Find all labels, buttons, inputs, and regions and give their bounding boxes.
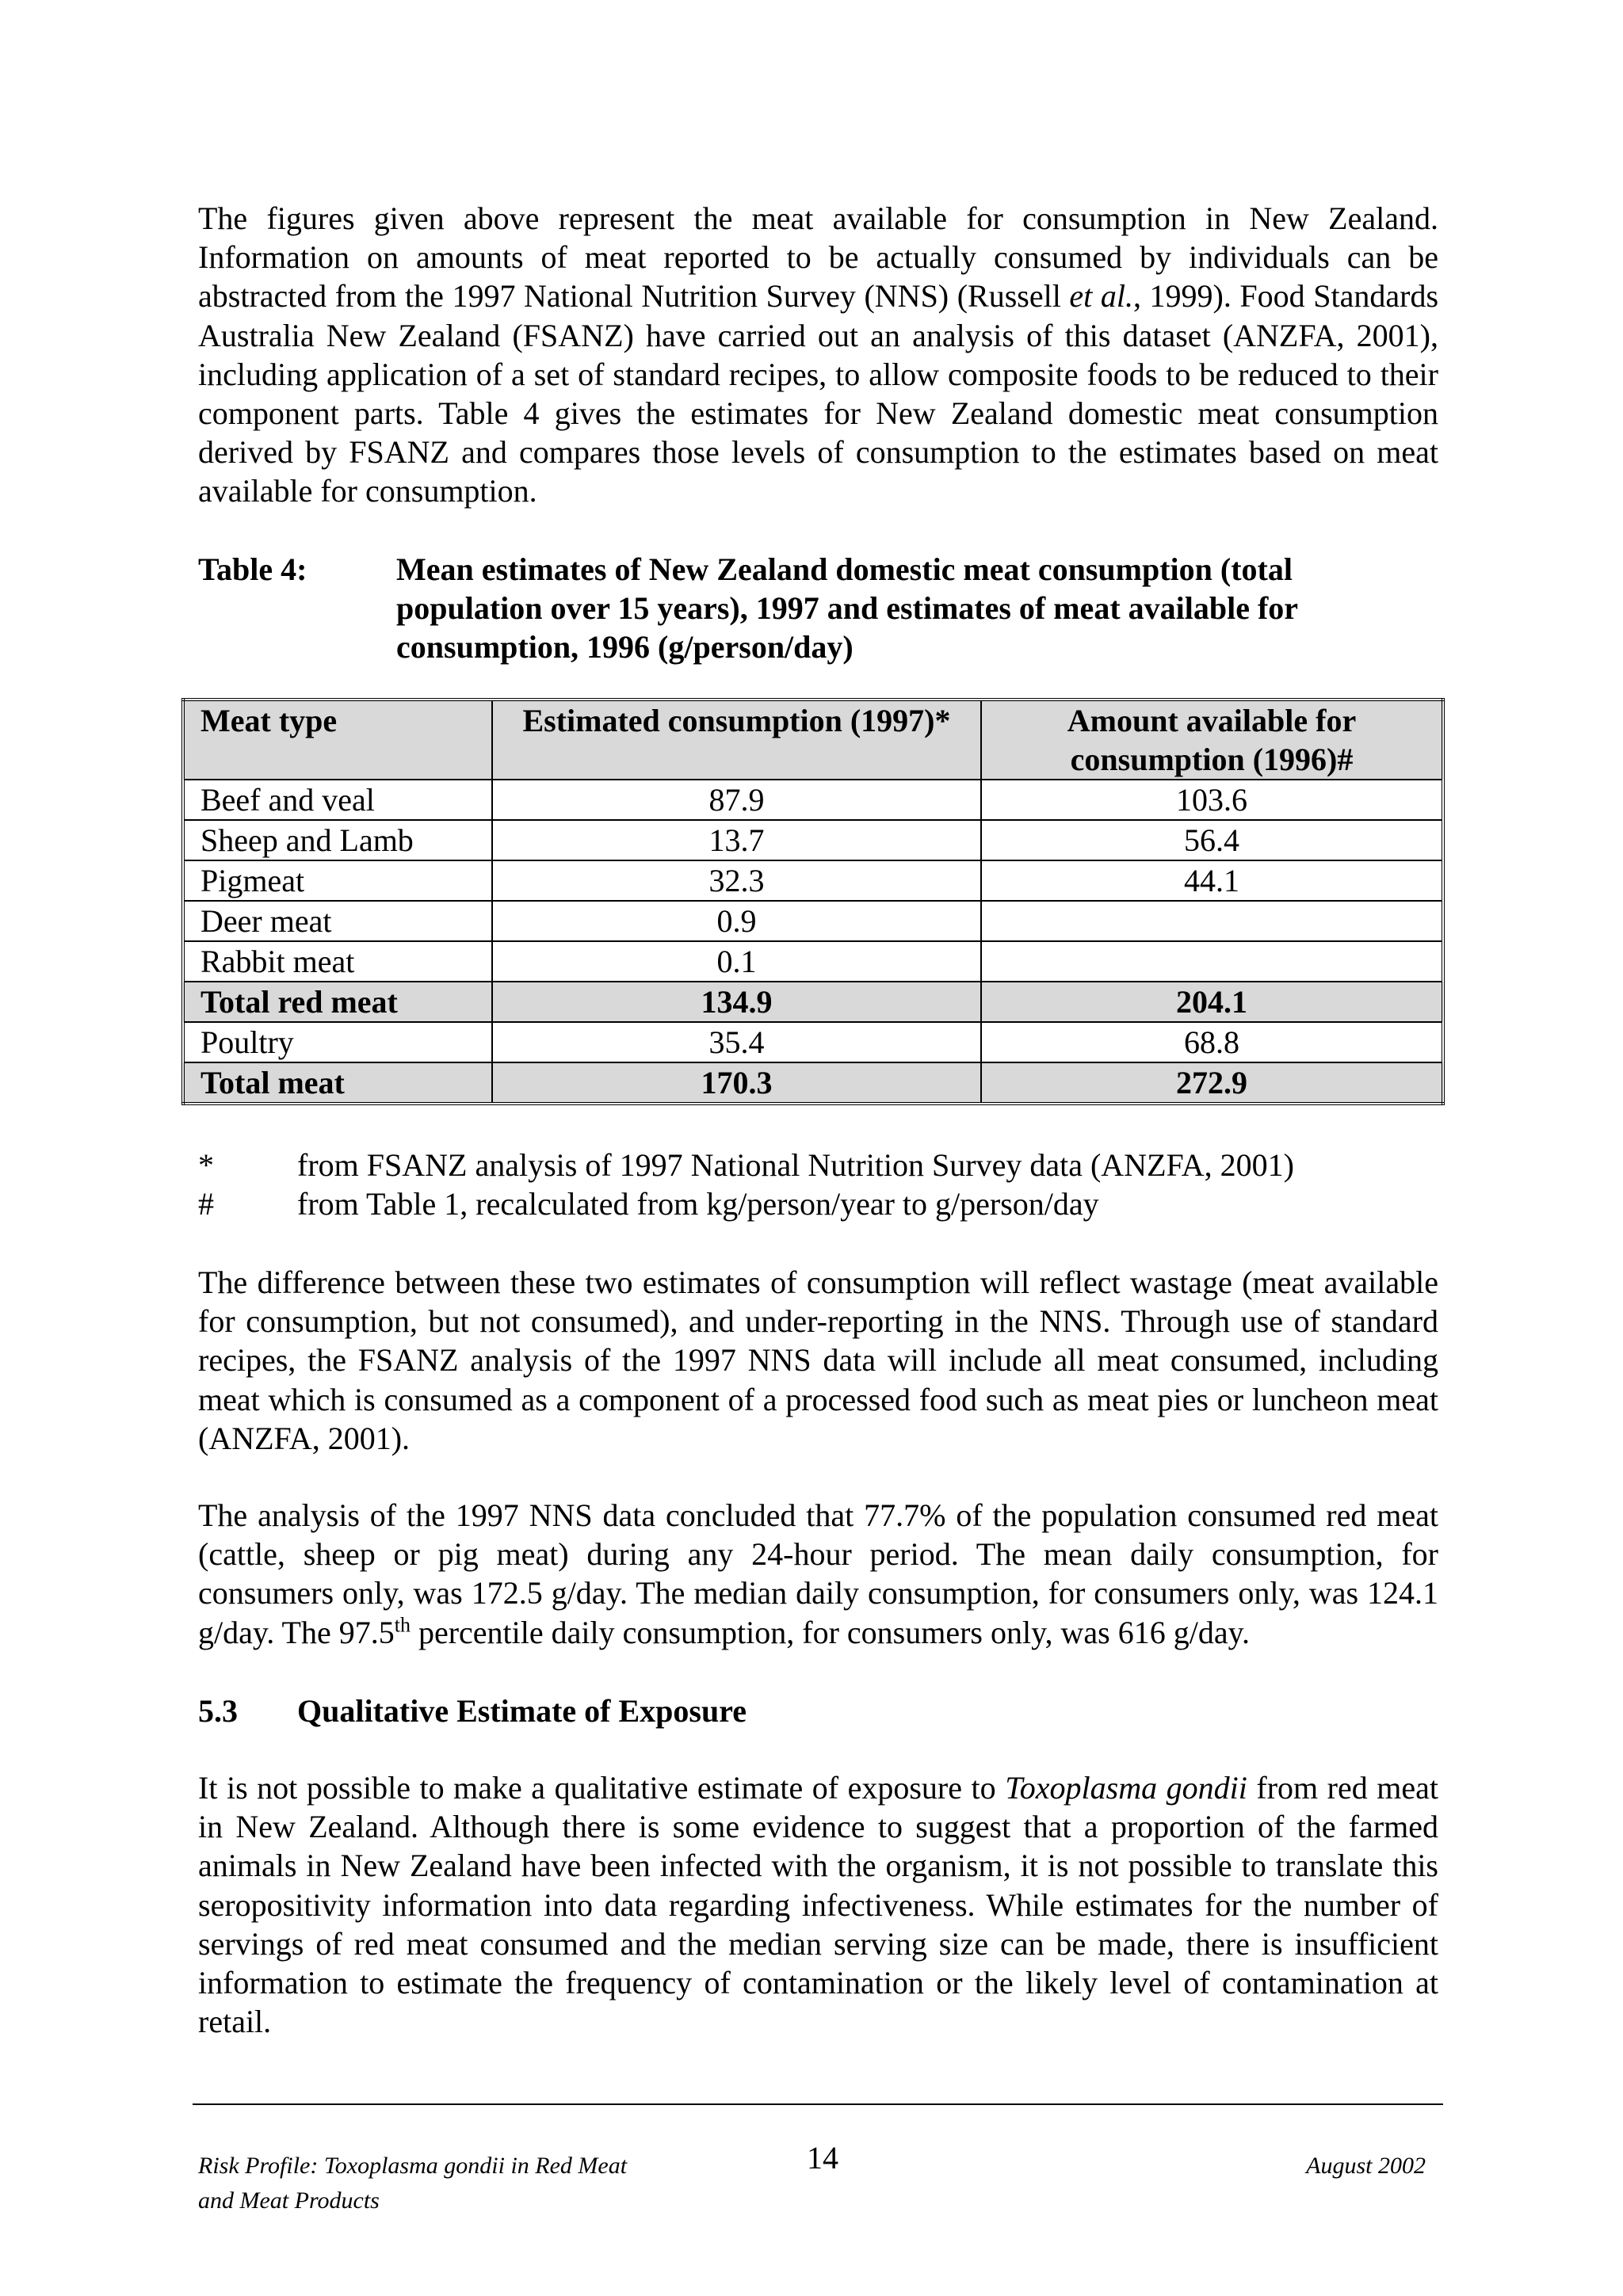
section-number: 5.3 [198,1693,238,1729]
paragraph-difference: The difference between these two estimates of consumption will reflect wastage (meat available for consumption, but not consumed), and under-reporting in the NNS. Through use of standard recipes, the FSANZ analysis of the 1997 NNS data will include all meat consumed, including meat which is consumed as a component of a processed food such as meat pies or luncheon meat (ANZFA, 2001). [198,1264,1438,1456]
table-row [183,901,1443,941]
estimated-consumption-cell: 134.9 [492,982,981,1022]
footnote-text: from FSANZ analysis of 1997 National Nutrition Survey data (ANZFA, 2001) [297,1147,1294,1183]
estimated-consumption-cell: 35.4 [492,1022,981,1062]
meat-type-cell: Total red meat [183,982,492,1022]
table-caption-text: Mean estimates of New Zealand domestic meat consumption (total population over 15 years), 1997 and estimates of meat available for consumption, 1996 (g/person/day) [396,551,1298,665]
amount-available-cell: 56.4 [981,820,1443,860]
estimated-consumption-cell: 32.3 [492,860,981,901]
text: The figures given above represent the meat available for consumption in New Zealand. Information on amounts of meat reported to be actually consumed by individuals can be abstracted from the 1997 National Nutrition Survey (NNS) (Russell [198,200,1438,315]
meat-type-cell: Poultry [183,1022,492,1062]
text-italic: et al. [1069,278,1133,315]
meat-type-cell: Deer meat [183,901,492,941]
paragraph-intro [198,199,1438,511]
meat-type-cell: Total meat [183,1062,492,1104]
meat-consumption-table [181,698,1445,1105]
text: percentile daily consumption, for consumers only, was 616 g/day. [410,1614,1250,1650]
table-row [183,941,1443,982]
text: , 1999). Food Standards Australia New Zealand (FSANZ) have carried out an analysis of this dataset (ANZFA, 2001), including application of a set of standard recipes, to allow composite foods to be reduced to their component parts. Table 4 gives the estimates for New Zealand domestic meat consumption derived by FSANZ and compares those levels of consumption to the estimates based on meat available for consumption. [198,278,1439,509]
section-heading [198,1691,747,1730]
estimated-consumption-cell: 0.1 [492,941,981,982]
section-title: Qualitative Estimate of Exposure [297,1693,747,1729]
text: from red meat in New Zealand. Although there is some evidence to suggest that a proportion of the farmed animals in New Zealand have been infected with the organism, it is not possible to translate this seropositivity information into data regarding infectiveness. While estimates for the number of servings of red meat consumed and the median serving size can be made, there is insufficient information to estimate the frequency of contamination or the likely level of contamination at retail. [198,1770,1439,2040]
estimated-consumption-cell: 170.3 [492,1062,981,1104]
table-row [183,1062,1443,1104]
estimated-consumption-cell: 13.7 [492,820,981,860]
page-number: 14 [807,2140,838,2176]
amount-available-cell: 103.6 [981,780,1443,820]
footnote-symbol: # [198,1186,214,1222]
table-row [183,982,1443,1022]
footnote-symbol: * [198,1147,214,1183]
footnote [198,1146,1294,1184]
footer-title [198,2149,627,2218]
footer-date: August 2002 [1306,2153,1426,2179]
table-row [183,1022,1443,1062]
amount-available-cell: 204.1 [981,982,1443,1022]
footnote-text: from Table 1, recalculated from kg/person/year to g/person/day [297,1186,1099,1222]
footer-title-line: Risk Profile: Toxoplasma gondii in Red Meat [198,2153,628,2179]
footer-divider [193,2103,1443,2105]
text: It is not possible to make a qualitative estimate of exposure to [198,1770,996,1806]
meat-type-cell: Beef and veal [183,780,492,820]
table-label: Table 4: [198,551,307,587]
estimated-consumption-cell: 87.9 [492,780,981,820]
paragraph-analysis [198,1496,1438,1652]
amount-available-cell: 68.8 [981,1022,1443,1062]
meat-type-cell: Pigmeat [183,860,492,901]
estimated-consumption-cell: 0.9 [492,901,981,941]
meat-type-cell: Rabbit meat [183,941,492,982]
meat-type-cell: Sheep and Lamb [183,820,492,860]
table-row [183,860,1443,901]
amount-available-cell [981,941,1443,982]
column-header: Amount available for consumption (1996)# [981,700,1443,780]
superscript: th [394,1613,411,1637]
table-row [183,780,1443,820]
paragraph-exposure [198,1768,1438,2041]
table-row [183,820,1443,860]
footnote [198,1184,1099,1223]
footer-title-line: and Meat Products [198,2187,380,2214]
amount-available-cell: 272.9 [981,1062,1443,1104]
table-caption [198,550,1371,666]
text: The analysis of the 1997 NNS data concluded that 77.7% of the population consumed red meat (cattle, sheep or pig meat) during any 24-hour period. The mean daily consumption, for consumers only, was 172.5 g/day. The median daily consumption, for consumers only, was 124.1 g/day. The 97.5 [198,1497,1438,1650]
amount-available-cell: 44.1 [981,860,1443,901]
amount-available-cell [981,901,1443,941]
table-header-row [183,700,1443,780]
column-header: Estimated consumption (1997)* [492,700,981,780]
column-header: Meat type [183,700,492,780]
text-italic: Toxoplasma gondii [1005,1770,1247,1806]
